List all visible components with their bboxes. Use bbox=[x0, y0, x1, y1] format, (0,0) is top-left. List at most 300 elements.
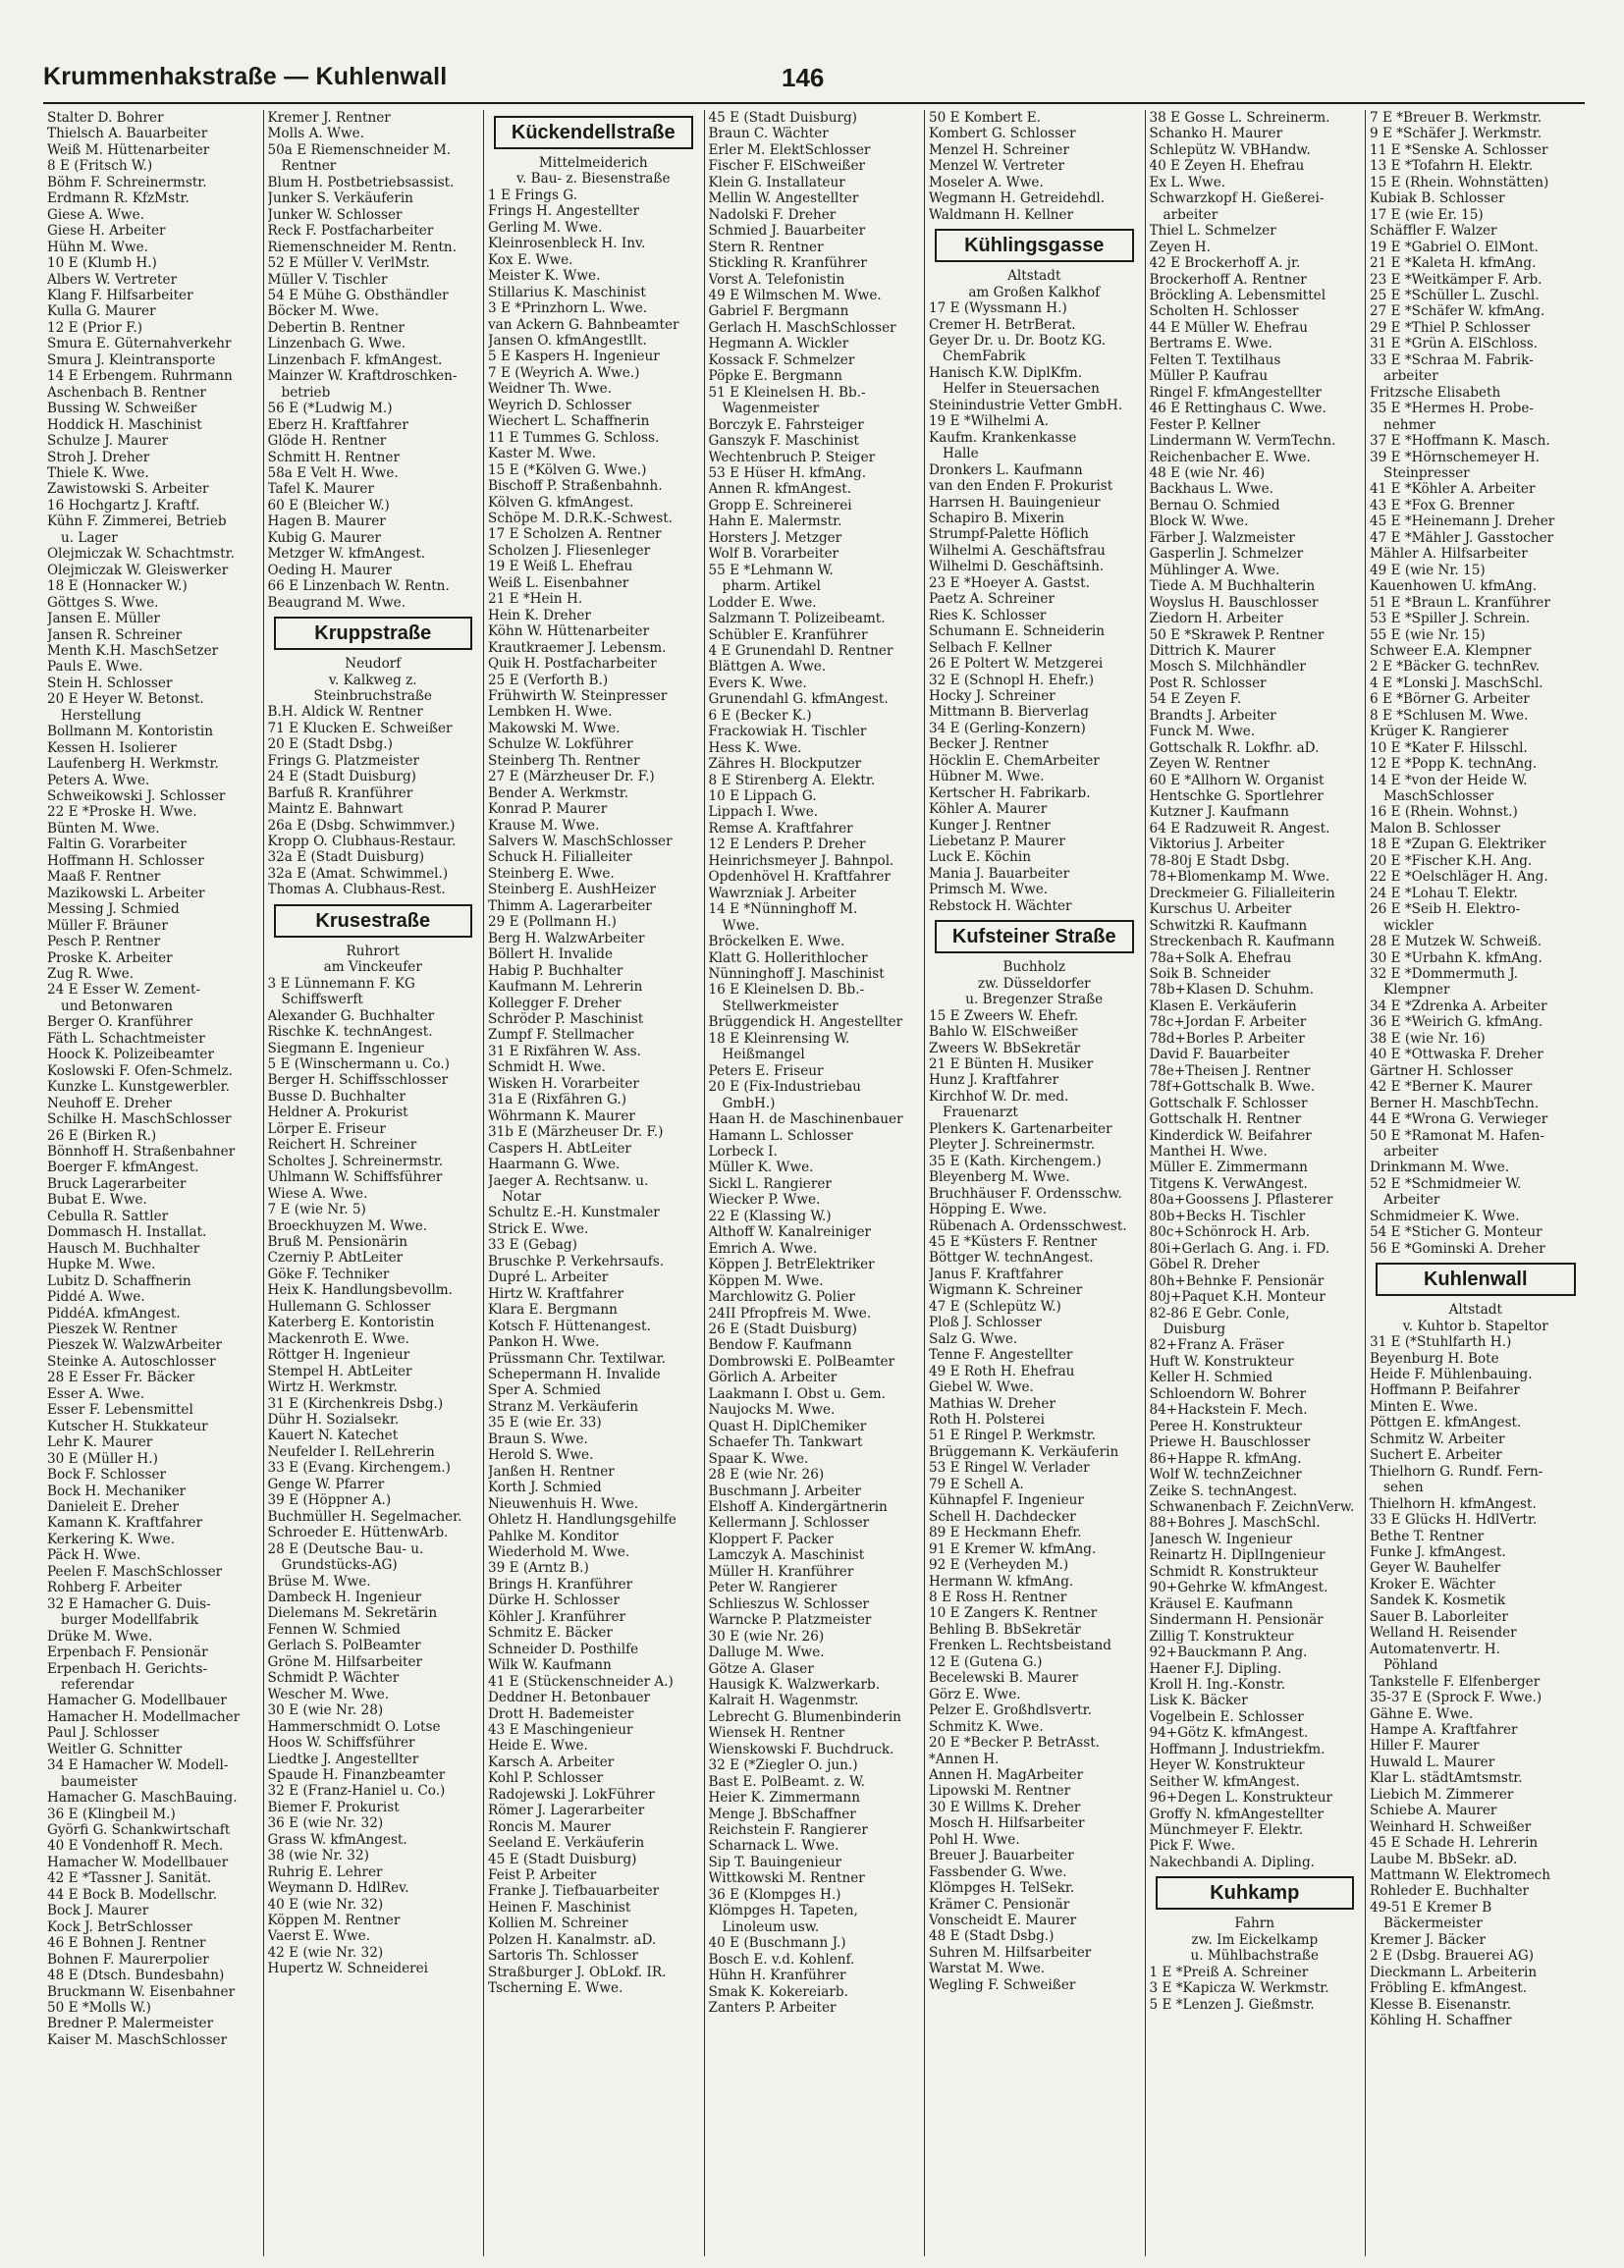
directory-entry: 56 E *Gominski A. Dreher bbox=[1370, 1240, 1545, 1257]
directory-entry: Römer J. Lagerarbeiter bbox=[488, 1803, 645, 1819]
directory-entry: 58a E Velt H. Wwe. bbox=[267, 464, 399, 481]
directory-entry: Schulze W. Lokführer bbox=[488, 736, 633, 753]
directory-entry: Halle bbox=[943, 446, 979, 462]
directory-entry: 7 E *Breuer B. Werkmstr. bbox=[1370, 110, 1543, 126]
directory-entry: Schmidt R. Konstrukteur bbox=[1149, 1563, 1319, 1580]
directory-entry: Schmidt P. Wächter bbox=[267, 1670, 400, 1687]
directory-entry: Huft W. Konstrukteur bbox=[1149, 1353, 1294, 1370]
directory-entry: 20 E (Fix-Industriebau bbox=[708, 1079, 861, 1096]
directory-entry: 32 E (Franz-Haniel u. Co.) bbox=[267, 1783, 446, 1800]
directory-entry: Spaar K. Wwe. bbox=[708, 1450, 809, 1467]
directory-entry: 78+Blomenkamp M. Wwe. bbox=[1149, 869, 1330, 886]
directory-entry: 38 E Gosse L. Schreinerm. bbox=[1149, 110, 1330, 126]
directory-entry: Giebel W. Wwe. bbox=[929, 1379, 1034, 1396]
directory-entry: 34 E Hamacher W. Modell- bbox=[47, 1757, 229, 1774]
directory-entry: Weidner Th. Wwe. bbox=[488, 381, 613, 398]
directory-entry: Schaefer Th. Tankwart bbox=[708, 1434, 863, 1451]
directory-entry: Scholzen J. Fliesenleger bbox=[488, 542, 651, 559]
directory-entry: Neuhoff E. Dreher bbox=[47, 1095, 172, 1111]
directory-entry: arbeiter bbox=[1163, 206, 1218, 223]
directory-entry: Schöpe M. D.R.K.-Schwest. bbox=[488, 510, 673, 526]
directory-entry: Schroeder E. HüttenwArb. bbox=[267, 1525, 449, 1541]
directory-entry: Kessen H. Isolierer bbox=[47, 739, 177, 756]
directory-entry: 7 E (Weyrich A. Wwe.) bbox=[488, 364, 640, 381]
directory-entry: Heix K. Handlungsbevollm. bbox=[267, 1282, 454, 1299]
directory-entry: Duisburg bbox=[1163, 1321, 1226, 1337]
directory-entry: Thomas A. Clubhaus-Rest. bbox=[267, 882, 446, 898]
directory-entry: Oeding H. Maurer bbox=[267, 562, 392, 578]
directory-entry: Bleyenberg M. Wwe. bbox=[929, 1169, 1070, 1186]
directory-entry: Pieszek W. WalzwArbeiter bbox=[47, 1337, 222, 1354]
page-header bbox=[43, 59, 1585, 104]
directory-entry: Post R. Schlosser bbox=[1149, 675, 1267, 691]
directory-entry: 54 E Zeyen F. bbox=[1149, 691, 1242, 708]
directory-entry: 25 E *Schüller L. Zuschl. bbox=[1370, 287, 1540, 303]
directory-entry: 24II Pfropfreis M. Wwe. bbox=[708, 1305, 872, 1322]
directory-entry: 10 E (Klumb H.) bbox=[47, 255, 157, 272]
directory-entry: 33 E Glücks H. HdlVertr. bbox=[1370, 1512, 1538, 1529]
directory-entry: Kirchhof W. Dr. med. bbox=[929, 1088, 1069, 1105]
directory-entry: Dühr H. Sozialsekr. bbox=[267, 1411, 400, 1428]
directory-entry: Geyer W. Bauhelfer bbox=[1370, 1560, 1501, 1577]
directory-entry: Biemer F. Prokurist bbox=[267, 1799, 400, 1815]
directory-entry: Brockerhoff A. Rentner bbox=[1149, 271, 1307, 288]
directory-entry: Kaiser M. MaschSchlosser bbox=[47, 2031, 228, 2048]
street-location-note: Altstadt bbox=[1007, 268, 1061, 285]
street-heading: Kufsteiner Straße bbox=[935, 920, 1134, 953]
directory-entry: Schmitz E. Bäcker bbox=[488, 1625, 613, 1642]
directory-entry: 18 E *Zupan G. Elektriker bbox=[1370, 837, 1546, 853]
directory-entry: 51 E *Braun L. Kranführer bbox=[1370, 594, 1550, 611]
directory-entry: B.H. Aldick W. Rentner bbox=[267, 704, 423, 721]
directory-entry: Brandts J. Arbeiter bbox=[1149, 707, 1276, 724]
directory-entry: 78a+Solk A. Ehefrau bbox=[1149, 949, 1292, 966]
street-location-note: Ruhrort bbox=[346, 943, 400, 959]
directory-entry: arbeiter bbox=[1383, 368, 1438, 385]
directory-entry: Mittmann B. Bierverlag bbox=[929, 704, 1089, 721]
directory-entry: 79 E Schell A. bbox=[929, 1476, 1024, 1492]
directory-entry: 16 Hochgartz J. Kraftf. bbox=[47, 497, 200, 513]
directory-entry: Busse D. Buchhalter bbox=[267, 1088, 406, 1105]
directory-entry: Messing J. Schmied bbox=[47, 901, 180, 918]
directory-entry: 19 E *Gabriel O. ElMont. bbox=[1370, 239, 1539, 255]
directory-entry: Peters A. Wwe. bbox=[47, 772, 150, 788]
directory-entry: 40 E Zeyen H. Ehefrau bbox=[1149, 158, 1305, 175]
directory-entry: 90+Gehrke W. kfmAngest. bbox=[1149, 1580, 1328, 1596]
directory-entry: 53 E Hüser H. kfmAng. bbox=[708, 464, 867, 481]
directory-entry: Jansen O. kfmAngestllt. bbox=[488, 332, 647, 349]
directory-entry: Thiel L. Schmelzer bbox=[1149, 223, 1276, 240]
directory-entry: 4 E Grunendahl D. Rentner bbox=[708, 642, 893, 659]
directory-entry: Hamann L. Schlosser bbox=[708, 1127, 853, 1144]
directory-entry: 6 E (Becker K.) bbox=[708, 707, 812, 724]
directory-entry: Schneider D. Posthilfe bbox=[488, 1641, 639, 1657]
directory-entry: Rentner bbox=[281, 158, 337, 175]
directory-entry: Kubig G. Maurer bbox=[267, 529, 382, 546]
directory-entry: Grundstücks-AG) bbox=[281, 1557, 398, 1574]
directory-entry: Gerlach S. PolBeamter bbox=[267, 1638, 421, 1654]
directory-entry: 17 E (wie Er. 15) bbox=[1370, 206, 1484, 223]
directory-entry: Kräusel E. Kaufmann bbox=[1149, 1595, 1293, 1612]
directory-entry: Gähne E. Wwe. bbox=[1370, 1705, 1474, 1722]
directory-entry: 9 E *Schäfer J. Werkmstr. bbox=[1370, 126, 1543, 142]
directory-entry: 91 E Kremer W. kfmAng. bbox=[929, 1540, 1097, 1557]
directory-entry: Harrsen H. Bauingenieur bbox=[929, 494, 1101, 511]
directory-entry: Schmidmeier K. Wwe. bbox=[1370, 1208, 1520, 1224]
directory-entry: Fassbender G. Wwe. bbox=[929, 1863, 1067, 1880]
directory-entry: 36 E (Klingbeil M.) bbox=[47, 1806, 176, 1822]
directory-entry: Lipowski M. Rentner bbox=[929, 1783, 1071, 1800]
directory-entry: 10 E Zangers K. Rentner bbox=[929, 1605, 1098, 1622]
directory-entry: Krause M. Wwe. bbox=[488, 817, 600, 834]
directory-entry: 88+Bohres J. MaschSchl. bbox=[1149, 1515, 1321, 1532]
directory-entry: Seeland E. Verkäuferin bbox=[488, 1835, 645, 1852]
directory-entry: Pöpke E. Bergmann bbox=[708, 368, 842, 385]
directory-entry: 35 E (wie Er. 33) bbox=[488, 1415, 602, 1431]
directory-entry: 30 E (wie Nr. 26) bbox=[708, 1628, 825, 1645]
directory-entry: Junker S. Verkäuferin bbox=[267, 190, 413, 207]
directory-entry: Dronkers L. Kaufmann bbox=[929, 461, 1083, 478]
directory-column bbox=[43, 110, 264, 2256]
directory-entry: Schanko H. Maurer bbox=[1149, 126, 1283, 142]
directory-entry: PiddéA. kfmAngest. bbox=[47, 1305, 181, 1322]
directory-entry: Tankstelle F. Elfenberger bbox=[1370, 1673, 1541, 1690]
directory-entry: Pöttgen E. kfmAngest. bbox=[1370, 1415, 1522, 1431]
directory-entry: Wilk W. Kaufmann bbox=[488, 1657, 612, 1674]
directory-entry: 82-86 E Gebr. Conle, bbox=[1149, 1305, 1290, 1322]
directory-entry: Alexander G. Buchhalter bbox=[267, 1007, 435, 1024]
directory-entry: Hupke M. Wwe. bbox=[47, 1257, 156, 1273]
directory-entry: Liebich M. Zimmerer bbox=[1370, 1786, 1514, 1803]
directory-entry: Dombrowski E. PolBeamter bbox=[708, 1353, 895, 1370]
directory-entry: 47 E *Mähler J. Gasstocher bbox=[1370, 529, 1554, 546]
directory-entry: Automatenvertr. H. bbox=[1370, 1641, 1500, 1657]
directory-entry: 31a E (Rixfähren G.) bbox=[488, 1092, 627, 1108]
directory-entry: Frenken L. Rechtsbeistand bbox=[929, 1638, 1111, 1654]
directory-entry: Suchert E. Arbeiter bbox=[1370, 1447, 1502, 1464]
directory-entry: Block W. Wwe. bbox=[1149, 513, 1249, 530]
directory-entry: Hiller F. Maurer bbox=[1370, 1738, 1480, 1755]
directory-entry: Rübenach A. Ordensschwest. bbox=[929, 1217, 1127, 1234]
directory-entry: 28 E (Deutsche Bau- u. bbox=[267, 1540, 424, 1557]
directory-entry: Bohnen F. Maurerpolier bbox=[47, 1951, 209, 1968]
directory-entry: Reichenbacher E. Wwe. bbox=[1149, 449, 1311, 465]
directory-entry: Götze A. Glaser bbox=[708, 1660, 814, 1677]
directory-entry: betrieb bbox=[281, 384, 331, 401]
directory-entry: Nakechbandi A. Dipling. bbox=[1149, 1854, 1315, 1870]
directory-entry: Heißmangel bbox=[722, 1047, 805, 1063]
directory-entry: Giese H. Arbeiter bbox=[47, 223, 166, 240]
directory-entry: 29 E (Pollmann H.) bbox=[488, 914, 617, 931]
street-location-note: am Vinckeufer bbox=[323, 959, 422, 976]
directory-entry: Reinartz H. DiplIngenieur bbox=[1149, 1547, 1326, 1564]
directory-entry: Weiß L. Eisenbahner bbox=[488, 574, 629, 591]
directory-entry: 3 E *Kapicza W. Werkmstr. bbox=[1149, 1980, 1329, 1997]
directory-entry: Kurschus U. Arbeiter bbox=[1149, 901, 1292, 918]
directory-entry: Salz G. Wwe. bbox=[929, 1330, 1018, 1347]
directory-entry: 60 E *Allhorn W. Organist bbox=[1149, 772, 1325, 788]
directory-entry: Koslowski F. Ofen-Schmelz. bbox=[47, 1062, 233, 1079]
directory-entry: Lembken H. Wwe. bbox=[488, 704, 613, 721]
directory-entry: 96+Degen L. Konstrukteur bbox=[1149, 1790, 1333, 1807]
directory-entry: 27 E *Schäfer W. kfmAng. bbox=[1370, 303, 1545, 320]
directory-entry: Habig P. Buchhalter bbox=[488, 962, 623, 979]
directory-entry: 15 E Zweers W. Ehefr. bbox=[929, 1007, 1079, 1024]
directory-entry: 38 E (wie Nr. 16) bbox=[1370, 1030, 1486, 1047]
directory-entry: 20 E Heyer W. Betonst. bbox=[47, 691, 204, 708]
directory-entry: Schloendorn W. Bohrer bbox=[1149, 1385, 1307, 1402]
directory-entry: Warstat M. Wwe. bbox=[929, 1961, 1046, 1977]
directory-entry: wickler bbox=[1383, 917, 1434, 934]
directory-entry: Priewe H. Bauschlosser bbox=[1149, 1434, 1311, 1451]
directory-entry: Zeike S. technAngest. bbox=[1149, 1483, 1298, 1499]
directory-entry: Viktorius J. Arbeiter bbox=[1149, 837, 1284, 853]
directory-entry: Schäffler F. Walzer bbox=[1370, 223, 1497, 240]
directory-entry: Hamacher W. Modellbauer bbox=[47, 1854, 229, 1870]
directory-entry: burger Modellfabrik bbox=[61, 1612, 198, 1629]
directory-entry: Glöde H. Rentner bbox=[267, 433, 387, 450]
directory-entry: Kaufmann M. Lehrerin bbox=[488, 979, 643, 996]
directory-entry: Pankon H. Wwe. bbox=[488, 1334, 600, 1351]
directory-entry: Hahn E. Malermstr. bbox=[708, 513, 842, 530]
directory-entry: Rischke K. technAngest. bbox=[267, 1024, 433, 1041]
street-location-note: u. Mühlbachstraße bbox=[1190, 1948, 1319, 1965]
directory-entry: Malon B. Schlosser bbox=[1370, 820, 1500, 837]
directory-entry: Linzenbach F. kfmAngest. bbox=[267, 351, 443, 368]
directory-entry: Göttges S. Wwe. bbox=[47, 594, 159, 611]
directory-entry: Paetz A. Schreiner bbox=[929, 591, 1055, 608]
directory-entry: Behling B. BbSekretär bbox=[929, 1621, 1081, 1638]
directory-entry: Braun S. Wwe. bbox=[488, 1431, 588, 1447]
directory-entry: Wöhrmann K. Maurer bbox=[488, 1107, 635, 1124]
directory-entry: Debertin B. Rentner bbox=[267, 319, 406, 336]
directory-entry: Weitler G. Schnitter bbox=[47, 1741, 183, 1757]
directory-entry: 80j+Paquet K.H. Monteur bbox=[1149, 1289, 1326, 1306]
directory-entry: 35-37 E (Sprock F. Wwe.) bbox=[1370, 1690, 1543, 1706]
directory-entry: Czerniy P. AbtLeiter bbox=[267, 1250, 404, 1267]
directory-entry: 5 E Kaspers H. Ingenieur bbox=[488, 349, 660, 365]
directory-entry: 45 E *Küsters F. Rentner bbox=[929, 1234, 1098, 1250]
directory-entry: Vonscheidt E. Maurer bbox=[929, 1913, 1077, 1929]
directory-entry: 45 E (Stadt Duisburg) bbox=[488, 1851, 637, 1867]
directory-entry: Dielemans M. Sekretärin bbox=[267, 1605, 438, 1622]
directory-entry: Hess K. Wwe. bbox=[708, 739, 802, 756]
directory-entry: 18 E Kleinrensing W. bbox=[708, 1030, 850, 1047]
directory-entry: 41 E (Stückenschneider A.) bbox=[488, 1673, 674, 1690]
directory-entry: baumeister bbox=[61, 1773, 137, 1790]
directory-entry: Schmidt H. Wwe. bbox=[488, 1059, 606, 1076]
directory-entry: Rohberg F. Arbeiter bbox=[47, 1580, 182, 1596]
directory-entry: Deddner H. Betonbauer bbox=[488, 1690, 651, 1706]
directory-entry: Klang F. Hilfsarbeiter bbox=[47, 287, 193, 303]
directory-entry: 42 E *Berner K. Maurer bbox=[1370, 1079, 1533, 1096]
street-location-note: u. Bregenzer Straße bbox=[965, 992, 1104, 1008]
directory-entry: Becker J. Rentner bbox=[929, 736, 1049, 753]
directory-entry: 17 E (Wyssmann H.) bbox=[929, 300, 1067, 317]
directory-entry: 19 E Weiß L. Ehefrau bbox=[488, 559, 633, 575]
directory-entry: Klömpges H. Tapeten, bbox=[708, 1903, 858, 1919]
directory-entry: Jansen R. Schreiner bbox=[47, 626, 183, 643]
directory-entry: Olejmiczak W. Schachtmstr. bbox=[47, 546, 235, 563]
directory-entry: Mosch S. Milchhändler bbox=[1149, 659, 1306, 675]
directory-entry: Böllert H. Invalide bbox=[488, 946, 614, 963]
directory-entry: Lodder E. Wwe. bbox=[708, 594, 817, 611]
directory-entry: Wisken H. Vorarbeiter bbox=[488, 1075, 639, 1092]
directory-entry: Bosch E. v.d. Kohlenf. bbox=[708, 1951, 855, 1968]
directory-entry: Reichstein F. Rangierer bbox=[708, 1822, 868, 1839]
directory-entry: Bröckelken E. Wwe. bbox=[708, 934, 845, 950]
directory-entry: Kotsch F. Hüttenangest. bbox=[488, 1318, 651, 1334]
directory-entry: Schlieszus W. Schlosser bbox=[708, 1595, 870, 1612]
directory-entry: Dürke H. Schlosser bbox=[488, 1593, 620, 1609]
directory-entry: Kremer J. Bäcker bbox=[1370, 1931, 1486, 1948]
directory-entry: Laube M. BbSekr. aD. bbox=[1370, 1851, 1518, 1867]
directory-entry: Sickl L. Rangierer bbox=[708, 1175, 832, 1192]
directory-entry: Steinke A. Autoschlosser bbox=[47, 1353, 216, 1370]
directory-entry: 8 E Ross H. Rentner bbox=[929, 1589, 1067, 1605]
directory-entry: Remse A. Kraftfahrer bbox=[708, 820, 853, 837]
directory-entry: 27 E (Märzheuser Dr. F.) bbox=[488, 769, 655, 785]
directory-entry: Menth K.H. MaschSetzer bbox=[47, 642, 219, 659]
directory-entry: Karsch A. Arbeiter bbox=[488, 1754, 615, 1770]
directory-entry: 49-51 E Kremer B bbox=[1370, 1899, 1492, 1916]
directory-entry: Smura E. Güternahverkehr bbox=[47, 336, 232, 352]
directory-entry: Soik B. Schneider bbox=[1149, 966, 1271, 983]
directory-entry: Schultz E.-H. Kunstmaler bbox=[488, 1205, 660, 1221]
directory-entry: Kalrait H. Wagenmstr. bbox=[708, 1693, 859, 1709]
directory-entry: 36 E (wie Nr. 32) bbox=[267, 1815, 384, 1832]
directory-entry: Buschmann J. Arbeiter bbox=[708, 1483, 861, 1499]
directory-entry: 11 E Tummes G. Schloss. bbox=[488, 429, 660, 446]
directory-entry: Menge J. BbSchaffner bbox=[708, 1806, 856, 1822]
directory-entry: Gabriel F. Bergmann bbox=[708, 303, 849, 320]
directory-entry: Piddé A. Wwe. bbox=[47, 1289, 145, 1306]
directory-entry: Kubiak B. Schlosser bbox=[1370, 190, 1505, 207]
directory-entry: Weiß M. Hüttenarbeiter bbox=[47, 141, 210, 158]
street-heading: Kückendellstraße bbox=[494, 116, 693, 149]
directory-entry: Wiensek H. Rentner bbox=[708, 1725, 845, 1742]
directory-entry: Schiebe A. Maurer bbox=[1370, 1803, 1497, 1819]
directory-entry: Hegmann A. Wickler bbox=[708, 336, 849, 352]
directory-entry: ChemFabrik bbox=[943, 349, 1026, 365]
directory-entry: 51 E Ringel P. Werkmstr. bbox=[929, 1428, 1096, 1444]
directory-entry: 42 E *Tassner J. Sanität. bbox=[47, 1870, 212, 1887]
directory-entry: 44 E Müller W. Ehefrau bbox=[1149, 319, 1308, 336]
directory-entry: 40 E *Ottwaska F. Dreher bbox=[1370, 1047, 1543, 1063]
directory-entry: Bredner P. Malermeister bbox=[47, 2016, 214, 2032]
directory-entry: Hoddick H. Maschinist bbox=[47, 416, 202, 433]
directory-entry: Beyenburg H. Bote bbox=[1370, 1350, 1499, 1367]
directory-entry: Blättgen A. Wwe. bbox=[708, 659, 827, 675]
directory-entry: Horsters J. Metzger bbox=[708, 529, 842, 546]
directory-entry: Ploß J. Schlosser bbox=[929, 1315, 1042, 1331]
directory-entry: 19 E *Wilhelmi A. bbox=[929, 413, 1049, 430]
directory-entry: Riemenschneider M. Rentn. bbox=[267, 239, 458, 255]
directory-entry: Klömpges H. TelSekr. bbox=[929, 1880, 1075, 1897]
directory-entry: 78c+Jordan F. Arbeiter bbox=[1149, 1014, 1307, 1031]
directory-entry: Mühlinger A. Wwe. bbox=[1149, 562, 1280, 578]
directory-entry: 55 E *Lehmann W. bbox=[708, 562, 834, 578]
directory-entry: 89 E Heckmann Ehefr. bbox=[929, 1525, 1082, 1541]
directory-entry: Haener F.J. Dipling. bbox=[1149, 1660, 1282, 1677]
directory-entry: Wwe. bbox=[722, 917, 760, 934]
directory-entry: 39 E (Arntz B.) bbox=[488, 1560, 589, 1577]
directory-entry: Hühn M. Wwe. bbox=[47, 239, 148, 255]
directory-entry: 80i+Gerlach G. Ang. i. FD. bbox=[1149, 1240, 1330, 1257]
directory-entry: Vorst A. Telefonistin bbox=[708, 271, 845, 288]
directory-entry: 20 E (Stadt Dsbg.) bbox=[267, 736, 393, 753]
directory-entry: Bischoff P. Straßenbahnh. bbox=[488, 478, 663, 495]
directory-entry: Scholtes J. Schreinermstr. bbox=[267, 1153, 444, 1169]
directory-entry: Brüse M. Wwe. bbox=[267, 1573, 371, 1590]
directory-entry: Dommasch H. Installat. bbox=[47, 1224, 207, 1241]
directory-entry: Mathias W. Dreher bbox=[929, 1395, 1056, 1412]
directory-entry: 7 E (wie Nr. 5) bbox=[267, 1202, 366, 1218]
directory-entry: Wiese A. Wwe. bbox=[267, 1185, 368, 1202]
directory-entry: 31 E (*Stuhlfarth H.) bbox=[1370, 1334, 1512, 1351]
directory-entry: Klein G. Installateur bbox=[708, 174, 845, 190]
directory-entry: Heinen F. Maschinist bbox=[488, 1899, 631, 1916]
directory-entry: Warncke P. Platzmeister bbox=[708, 1612, 872, 1629]
directory-entry: Jaeger A. Rechtsanw. u. bbox=[488, 1172, 649, 1189]
directory-entry: 45 E Schade H. Lehrerin bbox=[1370, 1835, 1539, 1852]
directory-entry: 20 E *Becker P. BetrAsst. bbox=[929, 1735, 1100, 1752]
street-heading: Krusestraße bbox=[274, 904, 473, 938]
directory-entry: Müller P. Kaufrau bbox=[1149, 368, 1269, 385]
directory-entry: Peelen F. MaschSchlosser bbox=[47, 1563, 223, 1580]
directory-entry: 2 E (Dsbg. Brauerei AG) bbox=[1370, 1948, 1535, 1965]
directory-entry: David F. Bauarbeiter bbox=[1149, 1047, 1290, 1063]
directory-entry: Olejmiczak W. Gleiswerker bbox=[47, 562, 229, 578]
directory-entry: Franke J. Tiefbauarbeiter bbox=[488, 1883, 660, 1900]
directory-entry: Scholten H. Schlosser bbox=[1149, 303, 1299, 320]
directory-entry: Gottschalk F. Schlosser bbox=[1149, 1095, 1308, 1111]
directory-entry: Münchmeyer F. Elektr. bbox=[1149, 1822, 1304, 1839]
directory-entry: Schübler E. Kranführer bbox=[708, 626, 868, 643]
directory-entry: Wolf B. Vorarbeiter bbox=[708, 546, 839, 563]
directory-entry: Laufenberg H. Werkmstr. bbox=[47, 756, 219, 773]
directory-entry: Györfi G. Schankwirtschaft bbox=[47, 1822, 231, 1839]
directory-entry: Cebulla R. Sattler bbox=[47, 1208, 169, 1224]
directory-entry: Dambeck H. Ingenieur bbox=[267, 1589, 422, 1605]
directory-entry: Moseler A. Wwe. bbox=[929, 174, 1044, 190]
directory-entry: Blum H. Postbetriebsassist. bbox=[267, 174, 455, 190]
directory-entry: Tenne F. Angestellter bbox=[929, 1347, 1073, 1364]
directory-entry: Kertscher H. Fabrikarb. bbox=[929, 784, 1091, 801]
directory-entry: Hamacher G. MaschBauing. bbox=[47, 1790, 238, 1807]
directory-entry: 50 E *Skrawek P. Rentner bbox=[1149, 626, 1325, 643]
directory-entry: Kremer J. Rentner bbox=[267, 110, 391, 126]
directory-entry: Woyslus H. Bauschlosser bbox=[1149, 594, 1319, 611]
directory-entry: Bethe T. Rentner bbox=[1370, 1528, 1485, 1544]
directory-entry: 24 E (Stadt Duisburg) bbox=[267, 769, 416, 785]
directory-entry: Bendow F. Kaufmann bbox=[708, 1337, 852, 1354]
directory-entry: Metzger W. kfmAngest. bbox=[267, 546, 426, 563]
directory-entry: Kox E. Wwe. bbox=[488, 251, 573, 268]
directory-column bbox=[264, 110, 485, 2256]
directory-entry: Roncis M. Maurer bbox=[488, 1818, 611, 1835]
directory-entry: Zug R. Wwe. bbox=[47, 966, 135, 983]
directory-entry: 25 E (Verforth B.) bbox=[488, 672, 609, 688]
directory-entry: Kohl P. Schlosser bbox=[488, 1770, 604, 1787]
directory-entry: Erler M. ElektSchlosser bbox=[708, 141, 871, 158]
directory-entry: Bahlo W. ElSchweißer bbox=[929, 1024, 1078, 1041]
directory-entry: Notar bbox=[502, 1189, 542, 1205]
directory-entry: Eberz H. Kraftfahrer bbox=[267, 416, 408, 433]
directory-entry: 43 E Maschingenieur bbox=[488, 1721, 633, 1738]
directory-entry: 40 E (wie Nr. 32) bbox=[267, 1896, 384, 1913]
directory-entry: Polzen H. Kanalmstr. aD. bbox=[488, 1931, 657, 1948]
